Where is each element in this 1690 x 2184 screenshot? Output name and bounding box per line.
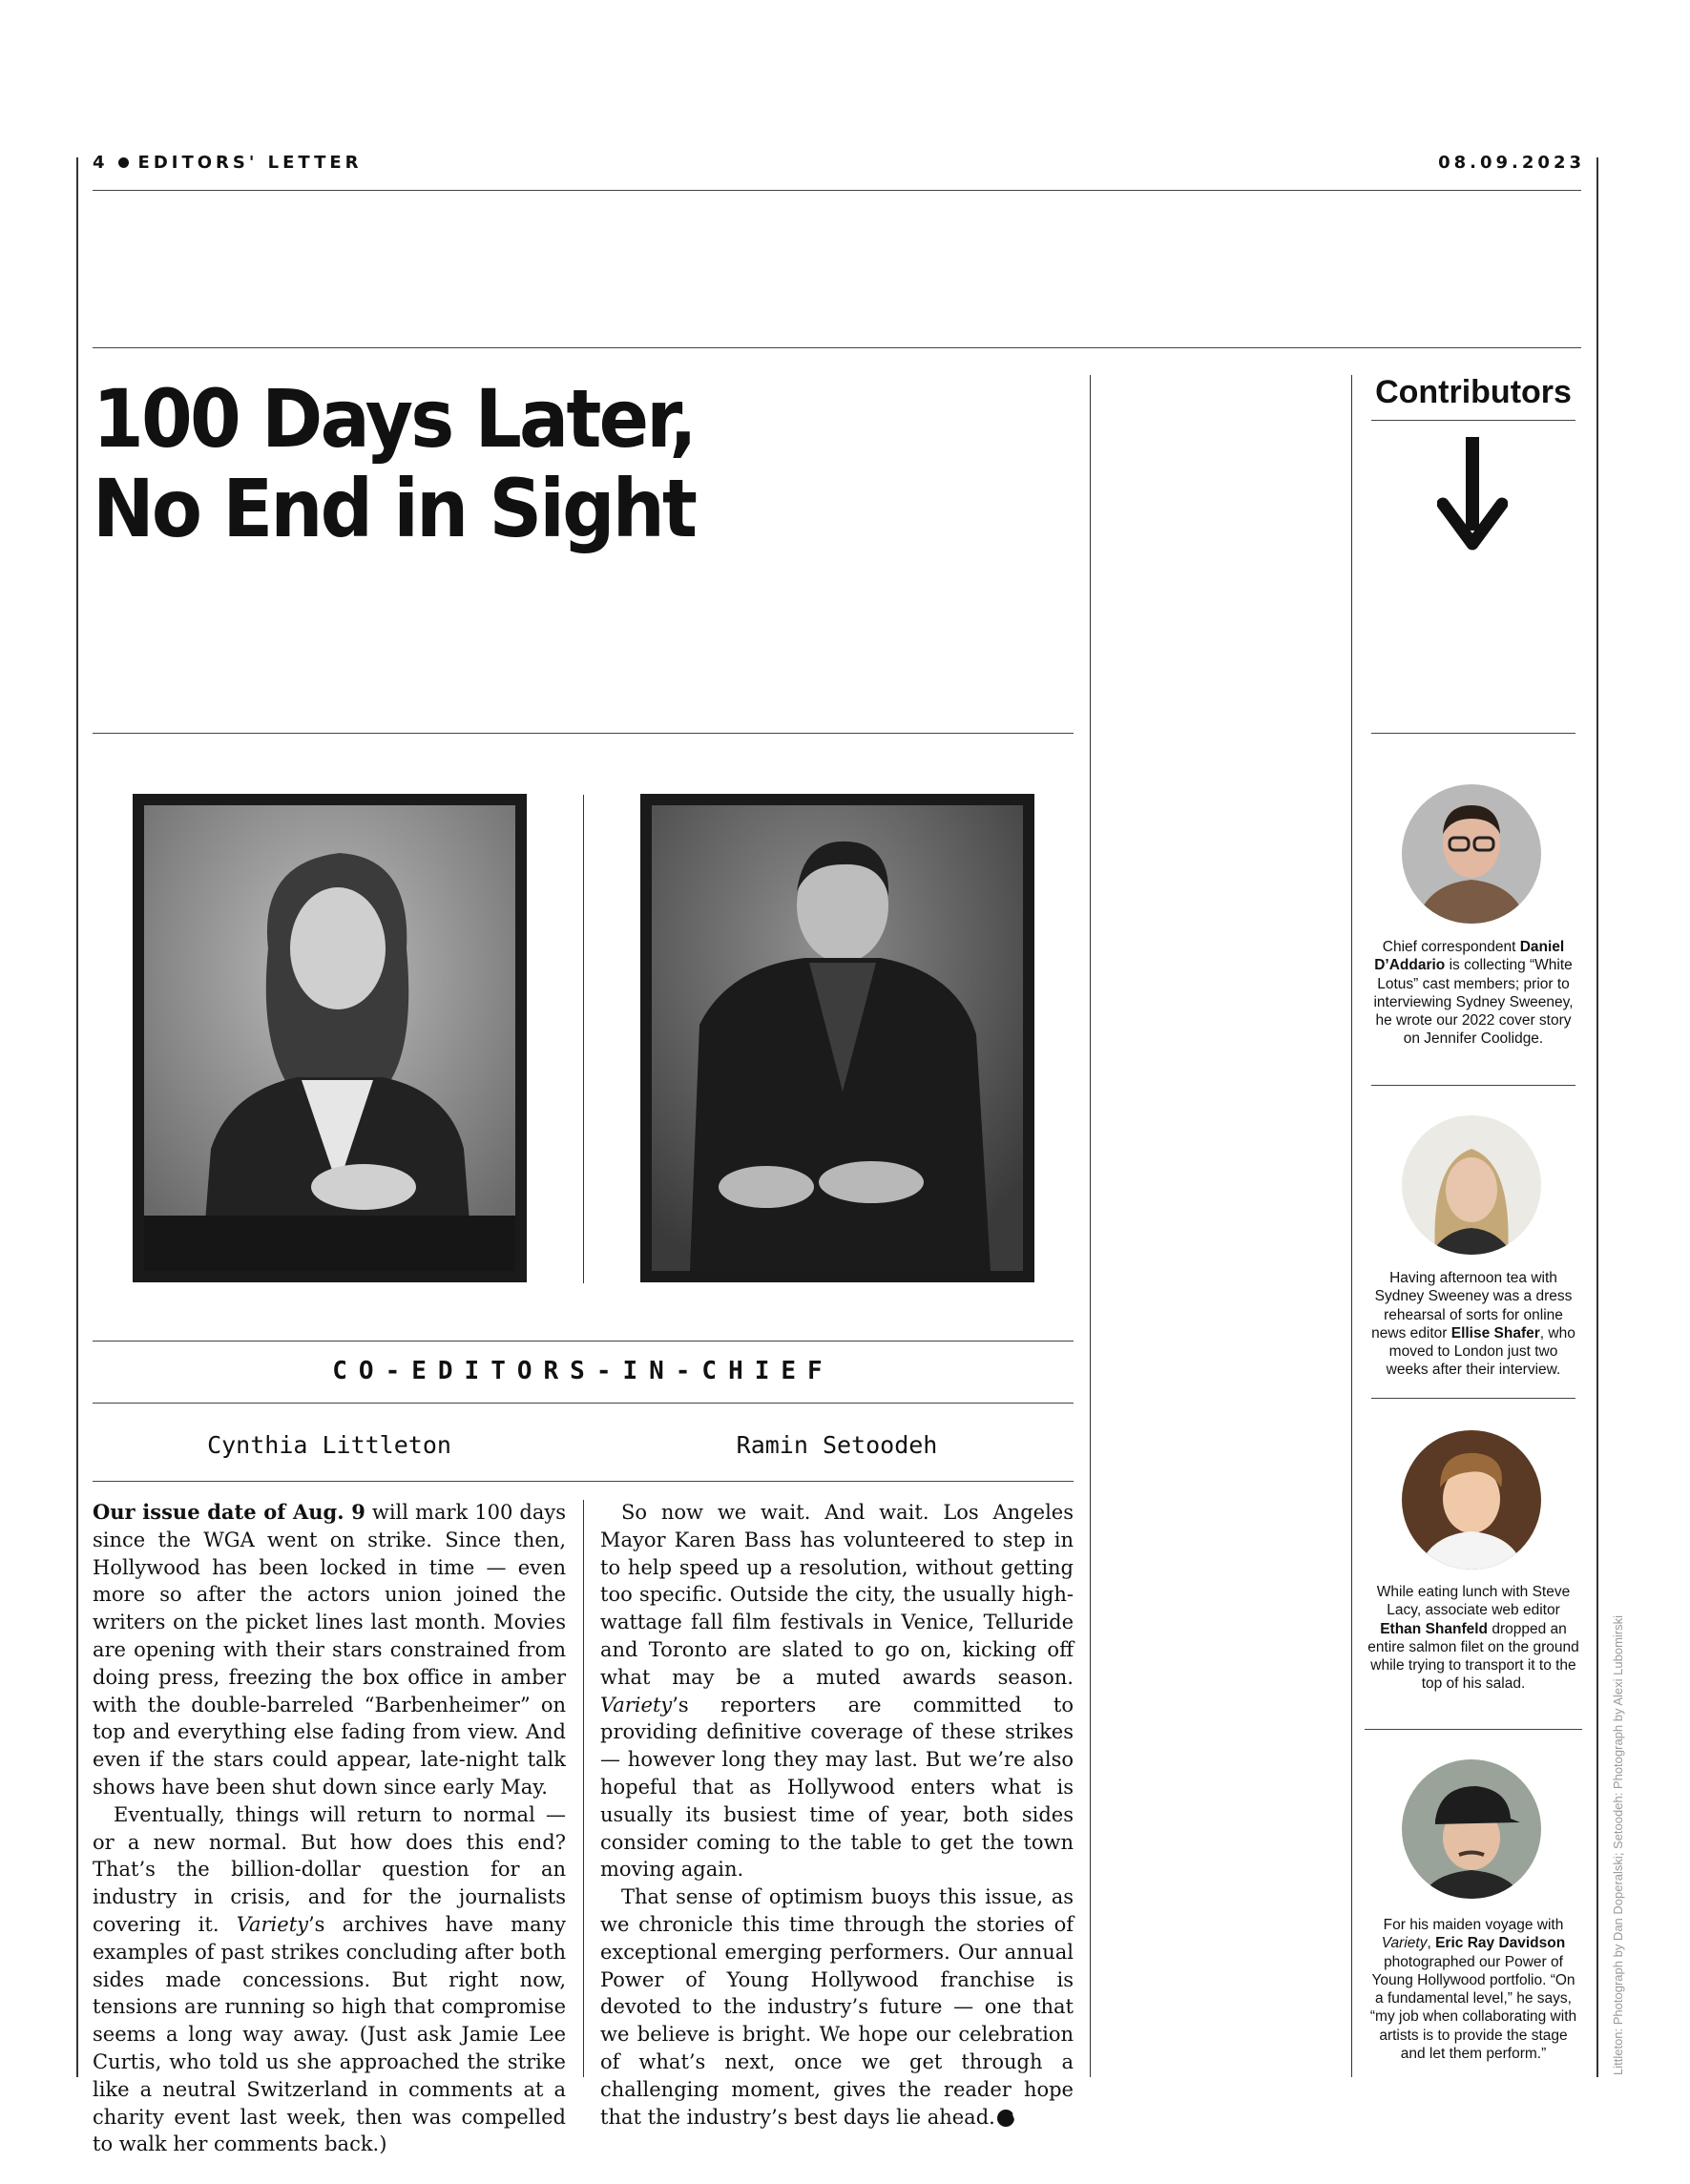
- contributor-caption-4: For his maiden voyage with Variety, Eric Ray Davidson photographed our Power of Young Hollywood portfolio. “On a fundamental level,” he says, “my job when collaborating with artists is to provide the stage and let them perform.”: [1369, 1917, 1577, 2063]
- paragraph: Our issue date of Aug. 9 will mark 100 days since the WGA went on strike. Since then, Hollywood has been locked in time — even more so after the actors union joined the writers on the picket lines last month. Movies are opening with their stars constrained from doing press, freezing the box office in amber with the double-barreled “Barbenheimer” on top and everything else fading from view. And even if the stars could appear, late-night talk shows have been shut down since early May.: [93, 1500, 566, 1799]
- avatar-ellise-shafer: [1402, 1115, 1541, 1255]
- headline-line-1: 100 Days Later,: [93, 372, 695, 466]
- avatar-ethan-shanfeld: [1402, 1430, 1541, 1570]
- contributors-rule-2: [1371, 1085, 1575, 1086]
- contributor-name: Daniel D’Addario: [1374, 939, 1565, 974]
- photo-cynthia-littleton: [133, 794, 527, 1282]
- page-number: 4: [93, 153, 109, 173]
- contributor-caption-3: While eating lunch with Steve Lacy, associate web editor Ethan Shanfeld dropped an entire salmon filet on the ground while trying to transport it to the top of his salad.: [1367, 1584, 1579, 1693]
- contributor-caption-2: Having afternoon tea with Sydney Sweeney was a dress rehearsal of sorts for online news editor Ellise Shafer, who moved to London just two weeks after their interview.: [1371, 1270, 1575, 1379]
- headline: [93, 374, 695, 553]
- body-column-divider: [583, 1500, 584, 2077]
- avatar-daniel-daddario: [1402, 784, 1541, 924]
- headline-bottom-rule: [93, 733, 1074, 734]
- lead-in: Our issue date of Aug. 9: [93, 1500, 365, 1524]
- contributor-name: Eric Ray Davidson: [1435, 1935, 1566, 1952]
- issue-date: 08.09.2023: [1438, 153, 1585, 173]
- header-rule: [93, 190, 1581, 191]
- body-column-1: [93, 1499, 566, 2158]
- photo-divider: [583, 795, 584, 1283]
- photo-credit: Littleton: Photograph by Dan Doperalski; Setoodeh: Photograph by Alexi Lubomirski: [1611, 1614, 1625, 2075]
- paragraph: Eventually, things will return to normal — or a new normal. But how does this end? That’s the billion-dollar question for an industry in crisis, and for the journalists covering it. Variety’s archives have many examples of past strikes concluding after both sides made concessions. But right now, tensions are running so high that compromise seems a long way away. (Just ask Jamie Lee Curtis, who told us she approached the strike like a neutral Switzerland in comments at a charity event last week, then was compelled to walk her comments back.): [93, 1802, 566, 2156]
- coeditors-label: CO-EDITORS-IN-CHIEF: [332, 1357, 834, 1385]
- page-header: [93, 153, 363, 173]
- bullet-icon: [118, 157, 129, 168]
- paragraph: So now we wait. And wait. Los Angeles Mayor Karen Bass has volunteered to step in to help speed up a resolution, without getting too specific. Outside the city, the usually high-wattage fall film festivals in Venice, Telluride and Toronto are slated to go on, kicking off what may be a muted awards season. Variety’s reporters are committed to providing definitive coverage of these strikes — however long they may last. But we’re also hopeful that as Hollywood enters what is usually its busiest time of year, both sides consider coming to the table to get the town moving again.: [600, 1501, 1074, 1882]
- editor-name-left: Cynthia Littleton: [207, 1431, 451, 1459]
- contributors-title: Contributors: [1375, 374, 1572, 410]
- main-sidebar-rule: [1090, 375, 1091, 2077]
- contributors-title-rule: [1371, 420, 1575, 421]
- portrait-man-icon: [652, 805, 1023, 1271]
- arrow-down-icon: [1437, 437, 1508, 551]
- coeditors-bottom-rule: [93, 1481, 1074, 1482]
- top-section-rule: [93, 347, 1581, 348]
- editor-name-right: Ramin Setoodeh: [736, 1431, 938, 1459]
- paragraph: That sense of optimism buoys this issue, as we chronicle this time through the stories of exceptional emerging performers. Our annual Power of Young Hollywood franchise is devoted to the industry’s future — one that we believe is bright. We hope our celebration of what’s next, once we get through a challenging moment, gives the reader hope that the industry’s best days lie ahead. v: [600, 1885, 1074, 2129]
- contributors-rule-3: [1371, 1398, 1575, 1399]
- photo-ramin-setoodeh: [640, 794, 1034, 1282]
- contributors-rule-1: [1371, 733, 1575, 734]
- left-page-rule: [76, 157, 78, 2077]
- coeditors-top-rule: [93, 1341, 1074, 1342]
- section-name: EDITORS' LETTER: [137, 153, 363, 173]
- contributors-rule-4: [1365, 1729, 1582, 1730]
- contributor-caption-1: Chief correspondent Daniel D’Addario is collecting “White Lotus” cast members; prior to interviewing Sydney Sweeney, he wrote our 2022 cover story on Jennifer Coolidge.: [1373, 939, 1574, 1048]
- variety-end-mark-icon: v: [997, 2110, 1014, 2127]
- contributor-name: Ethan Shanfeld: [1380, 1620, 1489, 1637]
- headline-line-2: No End in Sight: [93, 462, 696, 555]
- coeditors-mid-rule: [93, 1403, 1074, 1404]
- portrait-woman-icon: [144, 805, 515, 1271]
- right-page-rule: [1596, 157, 1598, 2077]
- contributors-rule: [1351, 375, 1352, 2077]
- avatar-eric-ray-davidson: [1402, 1759, 1541, 1899]
- body-column-2: [600, 1499, 1074, 2131]
- contributor-name: Ellise Shafer: [1450, 1324, 1540, 1342]
